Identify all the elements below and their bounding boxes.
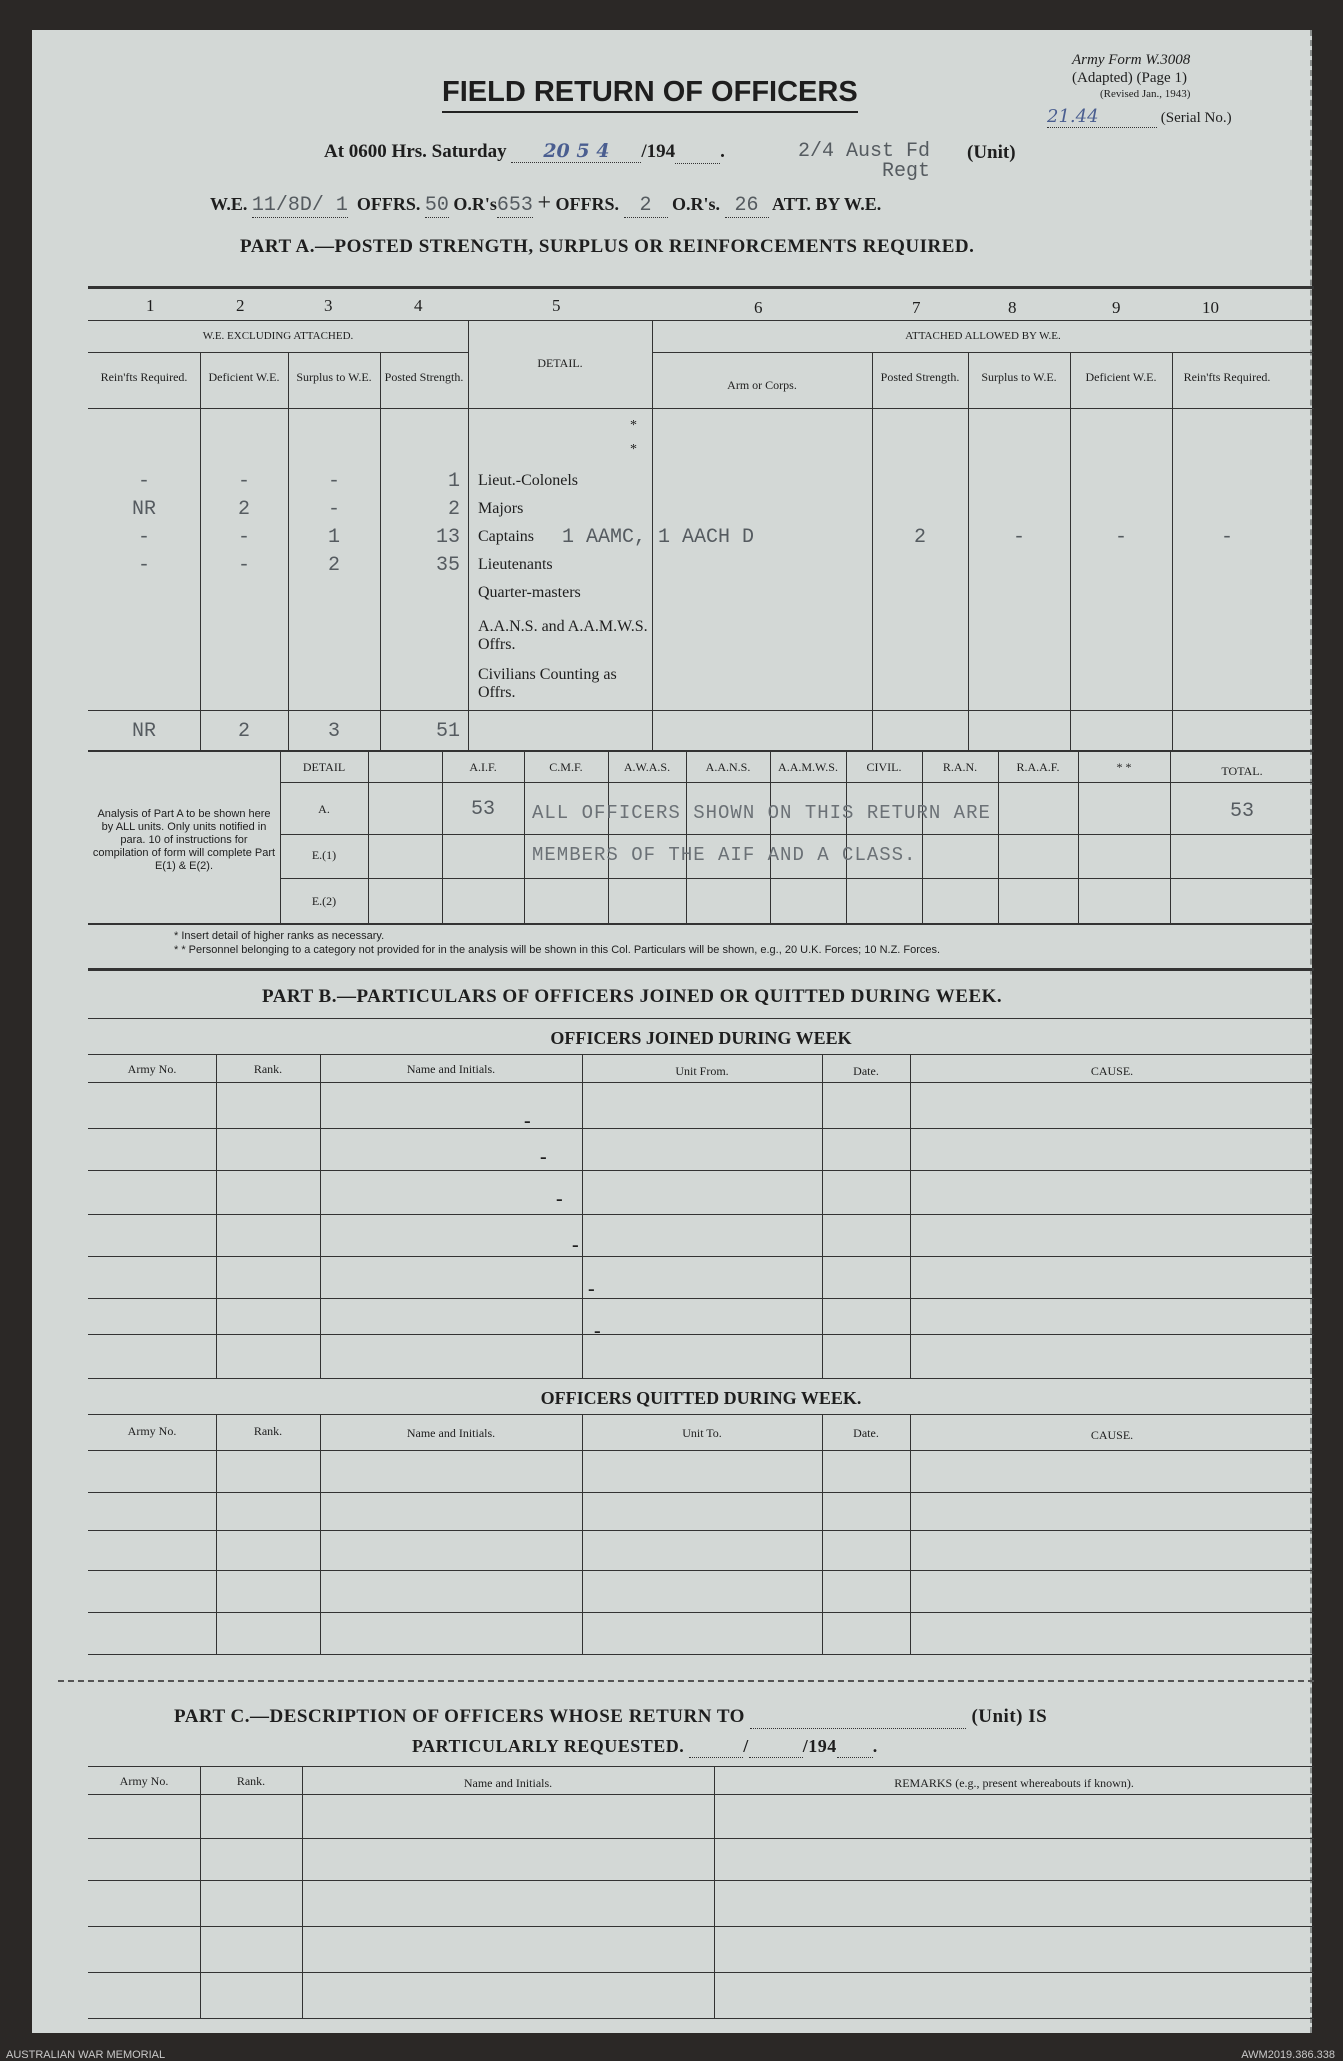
total-reinf: NR xyxy=(131,720,156,743)
col-header: Posted Strength. xyxy=(880,370,960,384)
col-number: 5 xyxy=(552,296,561,315)
joined-header: CAUSE. xyxy=(1090,1064,1134,1078)
joined-header: Unit From. xyxy=(675,1064,729,1078)
att-deficient-value: - xyxy=(1114,526,1127,549)
dash-mark: - xyxy=(540,1146,547,1168)
analysis-total-value: 53 xyxy=(1229,800,1254,823)
col-number: 2 xyxy=(236,296,245,315)
total-deficient: 2 xyxy=(237,720,250,743)
part-b-title: PART B.—PARTICULARS OF OFFICERS JOINED OR QUITTED DURING WEEK. xyxy=(262,986,1003,1007)
analysis-aif-value: 53 xyxy=(470,798,495,821)
detail-label: Lieutenants xyxy=(478,556,553,573)
col-header: Surplus to W.E. xyxy=(981,370,1057,384)
reinf-value: - xyxy=(137,554,150,577)
deficient-value: - xyxy=(237,526,250,549)
page-title: FIELD RETURN OF OFFICERS xyxy=(442,76,858,113)
analysis-header: TOTAL. xyxy=(1221,764,1263,778)
quitted-header: Unit To. xyxy=(682,1426,722,1440)
analysis-header: A.A.N.S. xyxy=(705,760,751,774)
part-c-header: REMARKS (e.g., present whereabouts if known). xyxy=(894,1776,1134,1790)
col-header: Deficient W.E. xyxy=(208,370,280,384)
serial-value: 21.44 xyxy=(1047,106,1157,128)
arm-corps-value: 1 AAMC, 1 AACH D xyxy=(562,526,755,549)
serial-label: (Serial No.) xyxy=(1160,110,1232,126)
col-number: 10 xyxy=(1202,298,1219,317)
part-c-header: Army No. xyxy=(119,1774,169,1788)
group-attached-allowed: ATTACHED ALLOWED BY W.E. xyxy=(905,330,1061,342)
dash-mark: - xyxy=(588,1278,595,1300)
analysis-note: Analysis of Part A to be shown here by ALL units. Only units notified in para. 10 of instructions for compilation of form will complete Part E(1) & E(2). xyxy=(92,808,276,872)
asterisk-mark: * xyxy=(630,442,637,457)
detail-label: A.A.N.S. and A.A.M.W.S. Offrs. xyxy=(478,618,648,653)
dash-mark: - xyxy=(556,1188,563,1210)
quitted-header: Rank. xyxy=(253,1424,283,1438)
detail-label: Lieut.-Colonels xyxy=(478,472,578,489)
deficient-value: - xyxy=(237,470,250,493)
col-header: Rein'fts Required. xyxy=(1183,370,1271,384)
total-surplus: 3 xyxy=(327,720,340,743)
surplus-value: 1 xyxy=(327,526,340,549)
joined-title: OFFICERS JOINED DURING WEEK xyxy=(550,1028,852,1048)
date-value: 20 5 4 xyxy=(511,140,641,163)
deficient-value: - xyxy=(237,554,250,577)
att-surplus-value: - xyxy=(1012,526,1025,549)
analysis-header: * * xyxy=(1116,760,1132,774)
footnote-2: * * Personnel belonging to a category not provided for in the analysis will be shown in this Col. Particulars will be shown, e.g., 20 U.K. Forces; 10 N.Z. Forces. xyxy=(174,944,941,956)
analysis-row-label: A. xyxy=(318,802,330,816)
col-number: 8 xyxy=(1008,298,1017,317)
unit-value-line2: Regt xyxy=(882,160,931,183)
col-header: Deficient W.E. xyxy=(1085,370,1157,384)
form-id-line1: Army Form W.3008 xyxy=(1072,52,1191,68)
col-header: Arm or Corps. xyxy=(727,378,797,392)
dash-mark: - xyxy=(572,1234,579,1256)
joined-header: Date. xyxy=(853,1064,879,1078)
quitted-header: Name and Initials. xyxy=(406,1426,496,1440)
form-id-line3: (Revised Jan., 1943) xyxy=(1100,88,1191,100)
posted-value: 35 xyxy=(435,554,460,577)
surplus-value: - xyxy=(327,498,340,521)
reinf-value: - xyxy=(137,526,150,549)
analysis-header: A.I.F. xyxy=(469,760,497,774)
analysis-header: A.W.A.S. xyxy=(623,760,671,774)
dash-mark: - xyxy=(524,1110,531,1132)
footer-right: AWM2019.386.338 xyxy=(1241,2049,1335,2061)
quitted-header: Army No. xyxy=(127,1424,177,1438)
analysis-header: CIVIL. xyxy=(866,760,902,774)
att-reinf-value: - xyxy=(1220,526,1233,549)
reinf-value: NR xyxy=(131,498,156,521)
analysis-remark-line1: ALL OFFICERS SHOWN ON THIS RETURN ARE xyxy=(532,802,991,824)
joined-header: Rank. xyxy=(253,1062,283,1076)
col-number: 6 xyxy=(754,298,763,317)
quitted-header: Date. xyxy=(853,1426,879,1440)
col-number: 1 xyxy=(146,296,155,315)
col-number: 7 xyxy=(912,298,921,317)
asterisk-mark: * xyxy=(630,418,637,433)
joined-header: Army No. xyxy=(127,1062,177,1076)
group-excluding-attached: W.E. EXCLUDING ATTACHED. xyxy=(202,330,354,342)
posted-value: 1 xyxy=(447,470,460,493)
unit-value-line1: 2/4 Aust Fd xyxy=(798,140,931,163)
col-header: Surplus to W.E. xyxy=(296,370,372,384)
at-hours-line: At 0600 Hrs. Saturday 20 5 4 /194 . xyxy=(324,140,725,162)
att-posted-value: 2 xyxy=(913,526,926,549)
form-id-line2: (Adapted) (Page 1) xyxy=(1072,70,1187,86)
serial-field xyxy=(1047,106,1232,128)
part-c-title-line2: PARTICULARLY REQUESTED. / /194 . xyxy=(412,1736,878,1756)
surplus-value: - xyxy=(327,470,340,493)
form-paper xyxy=(32,30,1312,2033)
part-c-title: PART C.—DESCRIPTION OF OFFICERS WHOSE RETURN TO (Unit) IS xyxy=(174,1706,1048,1727)
joined-header: Name and Initials. xyxy=(406,1062,496,1076)
total-posted: 51 xyxy=(435,720,460,743)
detail-label: Quarter-masters xyxy=(478,584,581,601)
col-header: Posted Strength. xyxy=(384,370,464,384)
analysis-row-label: E.(2) xyxy=(311,894,337,908)
col-number: 4 xyxy=(414,296,423,315)
col-header: DETAIL. xyxy=(537,356,583,370)
col-header: Rein'fts Required. xyxy=(100,370,188,384)
quitted-title: OFFICERS QUITTED DURING WEEK. xyxy=(540,1388,862,1408)
part-c-header: Rank. xyxy=(236,1774,266,1788)
reinf-value: - xyxy=(137,470,150,493)
analysis-remark-line2: MEMBERS OF THE AIF AND A CLASS. xyxy=(532,844,917,866)
analysis-header: DETAIL xyxy=(302,760,346,774)
we-line: W.E. 11/8D/ 1 OFFRS. 50 O.R's653 + OFFRS. 2 O.R's. 26 ATT. BY W.E. xyxy=(210,190,882,217)
posted-value: 2 xyxy=(447,498,460,521)
analysis-header: A.A.M.W.S. xyxy=(778,760,838,774)
col-number: 9 xyxy=(1112,298,1121,317)
detail-label: Majors xyxy=(478,500,524,517)
part-a-title: PART A.—POSTED STRENGTH, SURPLUS OR REINFORCEMENTS REQUIRED. xyxy=(240,236,975,257)
posted-value: 13 xyxy=(435,526,460,549)
unit-label: (Unit) xyxy=(967,142,1016,163)
quitted-header: CAUSE. xyxy=(1090,1428,1134,1442)
detail-label: Civilians Counting as Offrs. xyxy=(478,666,617,701)
footer-left: AUSTRALIAN WAR MEMORIAL xyxy=(6,2049,166,2061)
analysis-header: R.A.A.F. xyxy=(1016,760,1060,774)
analysis-row-label: E.(1) xyxy=(311,848,337,862)
footnote-1: * Insert detail of higher ranks as necessary. xyxy=(174,930,385,942)
surplus-value: 2 xyxy=(327,554,340,577)
detail-label: Captains xyxy=(478,528,534,545)
dash-mark: - xyxy=(594,1320,601,1342)
analysis-header: C.M.F. xyxy=(549,760,583,774)
analysis-header: R.A.N. xyxy=(942,760,978,774)
deficient-value: 2 xyxy=(237,498,250,521)
col-number: 3 xyxy=(324,296,333,315)
part-c-header: Name and Initials. xyxy=(463,1776,553,1790)
